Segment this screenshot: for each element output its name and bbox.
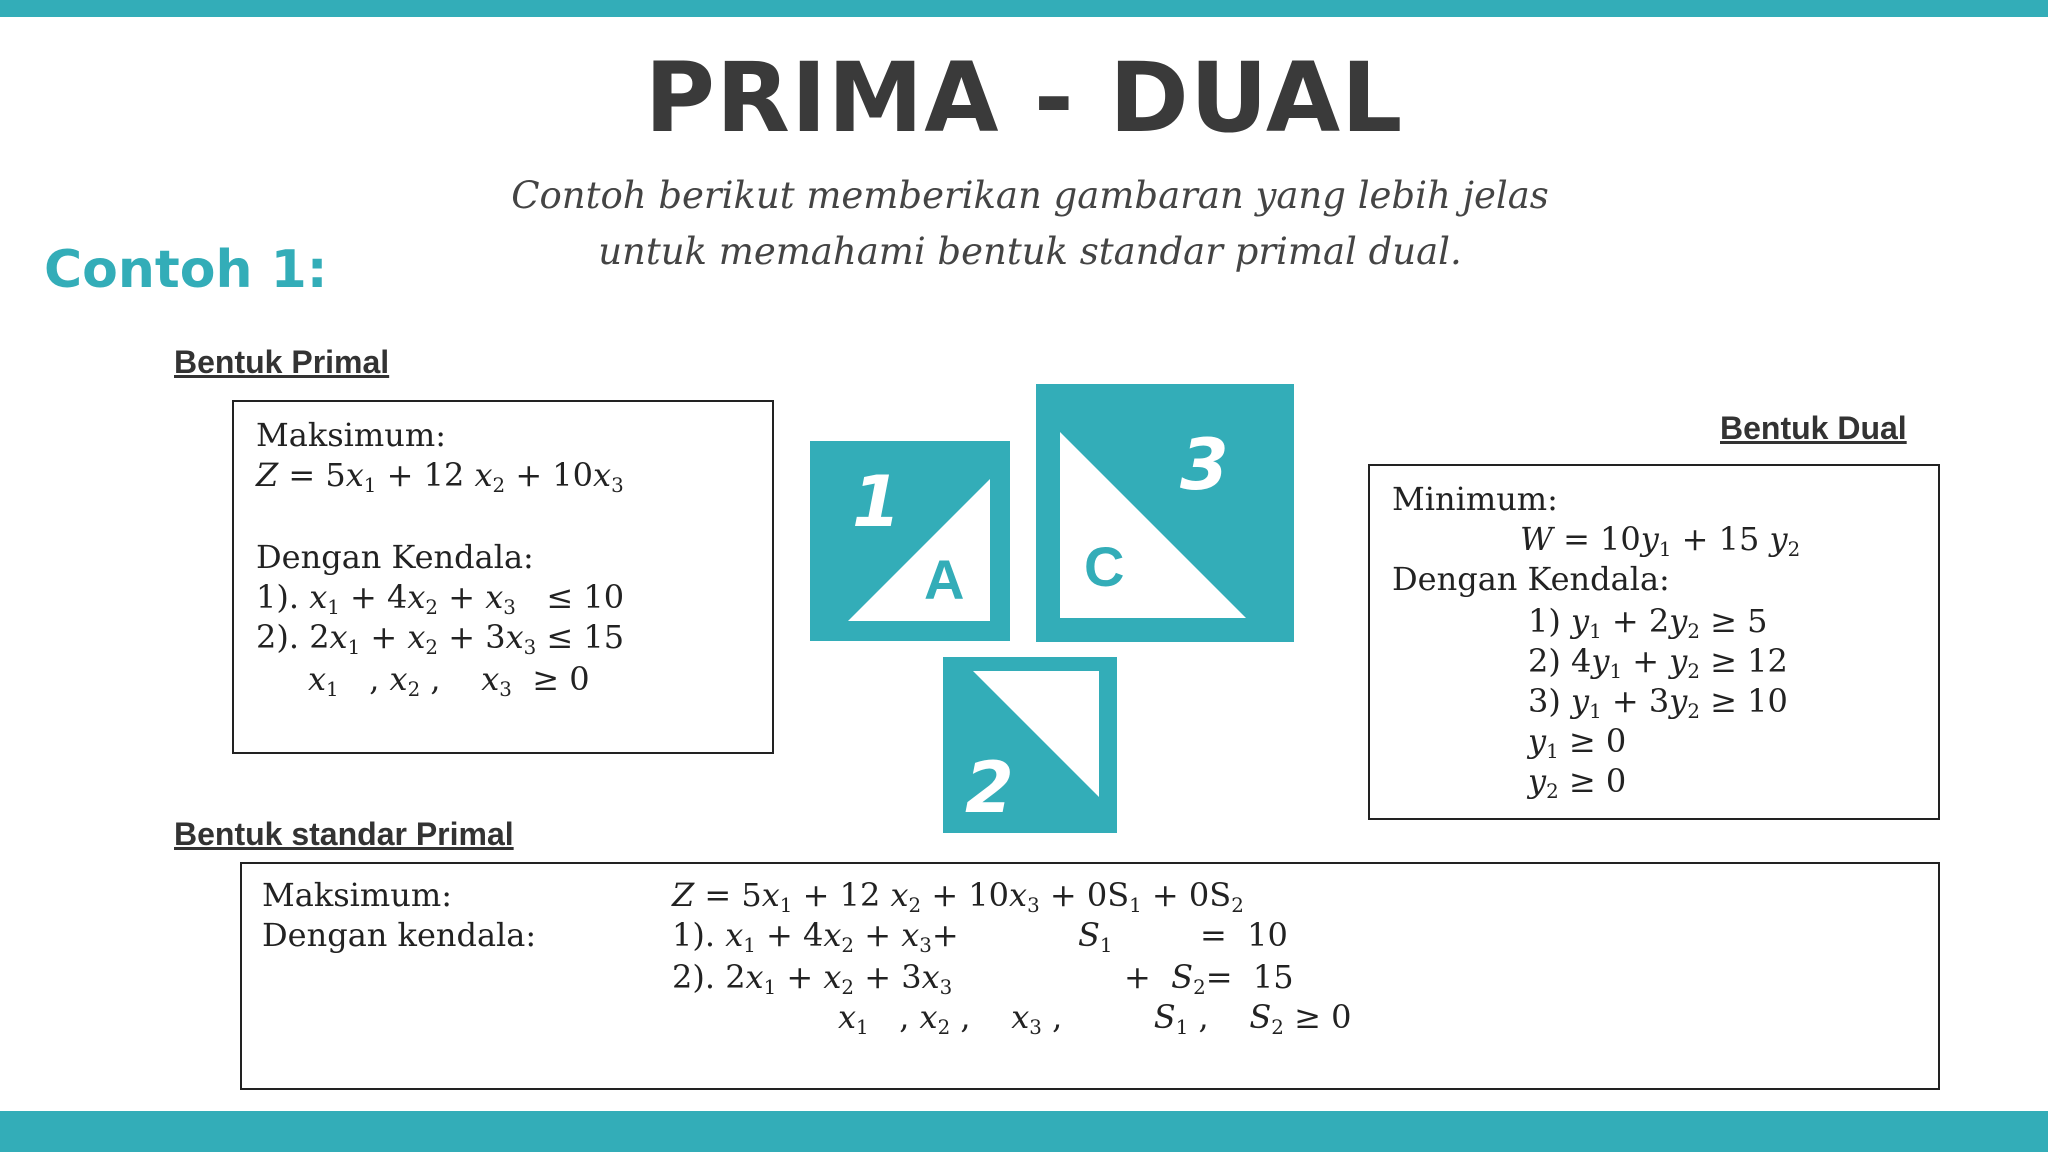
triangle-shape: [1036, 384, 1294, 642]
dual-constraint-3: 3) $y_1 + 3y_2 \ge 10$: [1528, 682, 1788, 723]
tile-letter-c: C: [1084, 535, 1125, 598]
tile-letter-a: A: [924, 548, 965, 611]
primal-objective: $Z = 5x_1 + 12$ $x_2 + 10x_3$: [256, 456, 624, 497]
dual-box: [1368, 464, 1940, 820]
tile-2-b: [943, 657, 1117, 833]
standard-constraints-label: Dengan kendala:: [262, 916, 537, 954]
top-accent-bar: [0, 0, 2048, 17]
standard-constraint-2: 2). $2x_1 + x_2 + 3x_3$: [672, 958, 953, 999]
triangle-shape: [810, 441, 1010, 641]
standard-constraint-2-slack: + $S_2= 15$: [1124, 958, 1294, 999]
standard-objective-label: Maksimum:: [262, 876, 452, 914]
page-title: PRIMA - DUAL: [644, 42, 1404, 154]
bottom-accent-bar: [0, 1111, 2048, 1152]
tile-number-1: 1: [852, 461, 901, 543]
standard-constraint-1-slack: $S_1$: [1078, 916, 1113, 957]
subtitle: [480, 168, 1580, 280]
dual-nonnegativity-1: $y_1 \ge 0$: [1528, 722, 1627, 763]
tile-number-2: 2: [965, 747, 1014, 829]
subtitle-line-2: untuk memahami bentuk standar primal dual.: [598, 230, 1462, 273]
tile-3-c: [1036, 384, 1294, 642]
dual-constraints-label: Dengan Kendala:: [1392, 560, 1670, 598]
dual-constraint-1: 1) $y_1 + 2y_2 \ge 5$: [1528, 602, 1768, 643]
standard-constraint-1: 1). $x_1 + 4x_2 + x_3+$: [672, 916, 959, 957]
example-label: Contoh 1:: [44, 240, 328, 300]
tile-letter-b: B: [1039, 680, 1080, 743]
standard-heading: Bentuk standar Primal: [174, 816, 514, 852]
tile-1-a: [810, 441, 1010, 641]
standard-constraint-1-rhs: = 10: [1200, 916, 1288, 954]
primal-heading: Bentuk Primal: [174, 344, 390, 380]
standard-nonnegativity: $x_1$ , $x_2$ , $x_3$ , $S_1$ , $S_2 \ge 0$: [838, 998, 1352, 1039]
tile-number-3: 3: [1180, 424, 1229, 506]
dual-objective-label: Minimum:: [1392, 480, 1558, 518]
subtitle-line-1: Contoh berikut memberikan gambaran yang lebih jelas: [511, 174, 1549, 217]
primal-constraint-1: 1). $x_1 + 4x_2 + x_3 \le 10$: [256, 578, 625, 619]
dual-objective: $W = 10y_1 + 15$ $y_2$: [1520, 520, 1801, 561]
standard-box: [240, 862, 1940, 1090]
primal-nonnegativity: $x_1$ , $x_2$ , $x_3 \ge 0$: [308, 660, 590, 701]
primal-objective-label: Maksimum:: [256, 416, 446, 454]
primal-constraint-2: 2). $2x_1 + x_2 + 3x_3 \le 15$: [256, 618, 625, 659]
dual-heading: Bentuk Dual: [1720, 410, 1907, 446]
dual-nonnegativity-2: $y_2 \ge 0$: [1528, 762, 1627, 803]
primal-box: [232, 400, 774, 754]
dual-constraint-2: 2) $4y_1 + y_2 \ge 12$: [1528, 642, 1788, 683]
standard-objective: $Z = 5x_1 + 12$ $x_2 + 10x_3 + 0S_1 + 0S_2$: [672, 876, 1244, 917]
primal-constraints-label: Dengan Kendala:: [256, 538, 534, 576]
